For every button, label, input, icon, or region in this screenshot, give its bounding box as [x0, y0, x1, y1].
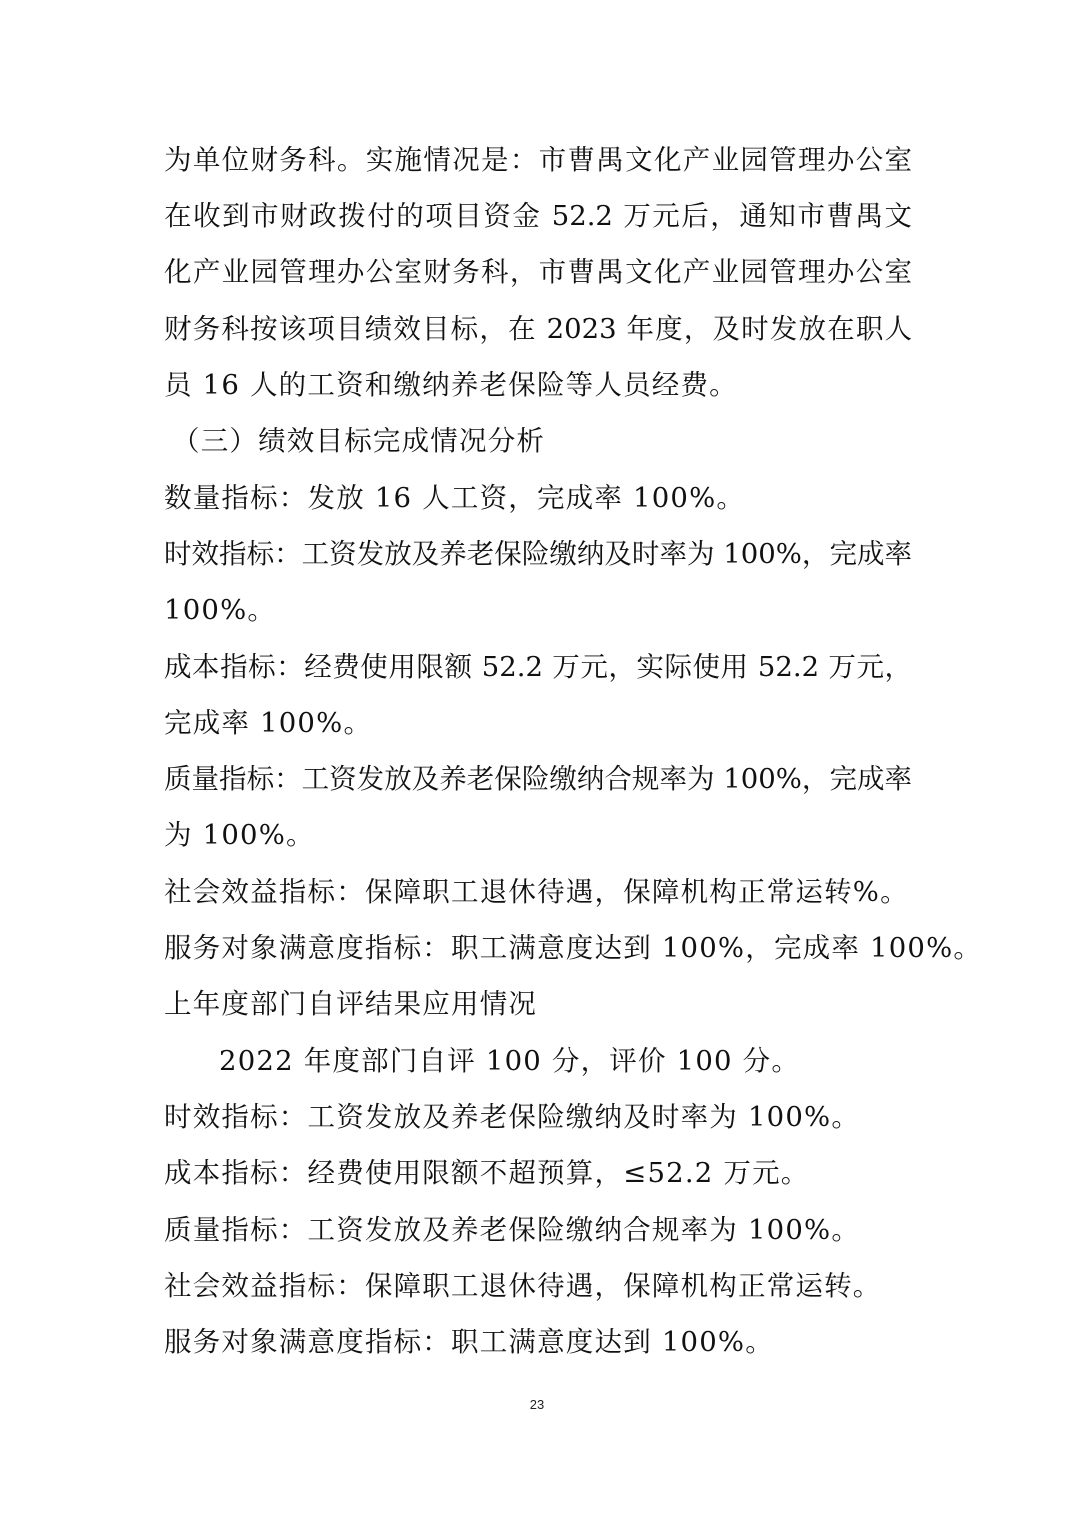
indicator-line: 服务对象满意度指标：职工满意度达到 100%。: [164, 1326, 774, 1358]
indicator-line: 社会效益指标：保障职工退休待遇，保障机构正常运转。: [164, 1270, 882, 1302]
indicator-line: 完成率 100%。: [164, 707, 373, 739]
indicator-line: 时效指标：工资发放及养老保险缴纳及时率为 100%，完成率: [164, 538, 912, 570]
paragraph-line: 财务科按该项目绩效目标，在 2023 年度，及时发放在职人: [164, 313, 912, 345]
indicator-line: 成本指标：经费使用限额 52.2 万元，实际使用 52.2 万元，: [164, 651, 912, 683]
indicator-line: 服务对象满意度指标：职工满意度达到 100%，完成率 100%。: [164, 932, 983, 964]
section-heading: （三）绩效目标完成情况分析: [172, 425, 546, 457]
paragraph-line: 为单位财务科。实施情况是：市曹禺文化产业园管理办公室: [164, 144, 912, 176]
indicator-line: 质量指标：工资发放及养老保险缴纳合规率为 100%。: [164, 1214, 861, 1246]
prior-year-heading: 上年度部门自评结果应用情况: [164, 988, 538, 1020]
paragraph-line: 在收到市财政拨付的项目资金 52.2 万元后，通知市曹禺文: [164, 200, 912, 232]
page-number: 23: [529, 1397, 545, 1412]
prior-year-score: 2022 年度部门自评 100 分，评价 100 分。: [219, 1045, 801, 1077]
indicator-line: 时效指标：工资发放及养老保险缴纳及时率为 100%。: [164, 1101, 861, 1133]
indicator-line: 社会效益指标：保障职工退休待遇，保障机构正常运转%。: [164, 876, 909, 908]
indicator-line: 数量指标：发放 16 人工资，完成率 100%。: [164, 482, 746, 514]
indicator-line: 成本指标：经费使用限额不超预算，≤52.2 万元。: [164, 1157, 810, 1189]
indicator-line: 为 100%。: [164, 819, 315, 851]
indicator-line: 100%。: [164, 594, 277, 626]
indicator-line: 质量指标：工资发放及养老保险缴纳合规率为 100%，完成率: [164, 763, 912, 795]
paragraph-line: 员 16 人的工资和缴纳养老保险等人员经费。: [164, 369, 738, 401]
paragraph-line: 化产业园管理办公室财务科，市曹禺文化产业园管理办公室: [164, 256, 912, 288]
